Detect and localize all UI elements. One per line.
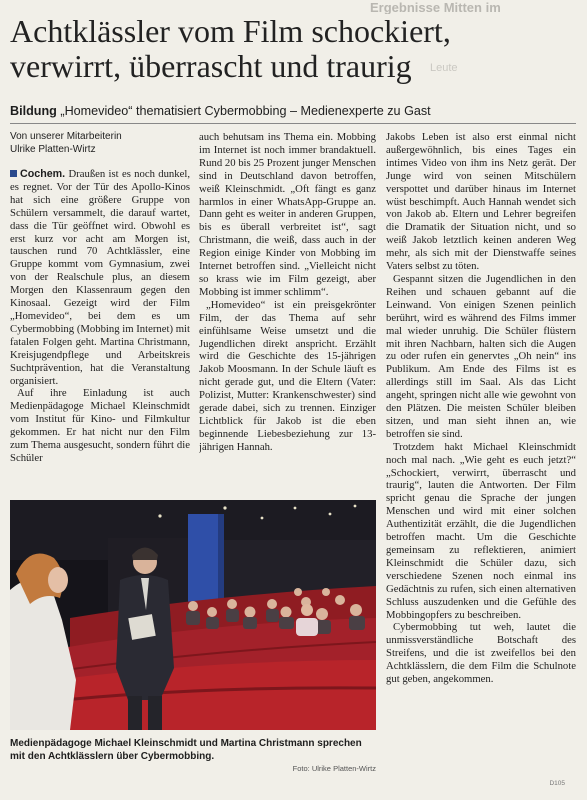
article-photo bbox=[10, 500, 376, 730]
photo-credit: Foto: Ulrike Platten-Wirtz bbox=[292, 764, 376, 773]
article-column-3 bbox=[386, 131, 576, 786]
byline-role: Von unserer Mitarbeiterin bbox=[10, 131, 122, 142]
bleed-through-top: Ergebnisse Mitten im bbox=[370, 0, 501, 14]
paragraph-text: Draußen ist es noch dunkel, es regnet. Vor der Tür des Apollo-Kinos hat sich eine größere Gruppe von Schülern versammelt, die darauf wartet, dass die Tür geöffnet wird. Obwohl es erst kurz vor acht am Morgen ist, tauschen rund 70 Achtklässler, eine Gruppe kommt vom Gymnasium, zwei von der Realschule plus, an diesem Morgen den Klassenraum gegen den Kinosaal. Gezeigt wird der Film „Homevideo“, bei dem es um Cybermobbing (Mobbing im Internet) mit fatalen Folgen geht. Martina Christmann, Kreisjugendpflege und Arbeitskreis Suchtprävention, hat die Veranstaltung organisiert. bbox=[10, 168, 190, 387]
paragraph: Gespannt sitzen die Jugendlichen in den Reihen und schauen gebannt auf die Leinwand. Von einigen Szenen peinlich berührt, wird es während des Films immer mal wieder unruhig. Die Schüler flüstern mit ihren Nachbarn, halten sich die Augen zu oder rufen ein genervtes „Oh nein“ ins Publikum. Am Ende des Films ist es allerdings still im Saal. Als das Licht angeht, springen nicht alle wie gewohnt von den Plätzen. Die meisten Schüler bleiben sitzen, und man sieht ihnen an, wie betroffen sie sind. bbox=[386, 272, 576, 440]
byline bbox=[10, 131, 190, 156]
subheadline-line bbox=[10, 103, 580, 119]
article-column-1 bbox=[10, 168, 190, 498]
cinema-photo-illustration bbox=[10, 500, 376, 730]
paragraph: Cybermobbing tut weh, lautet die unmissverständliche Botschaft des Streifens, und die ist zweifellos bei den Achtklässlern, die dem Film die Schulnote gut geben, angekommen. bbox=[386, 621, 576, 686]
paragraph: Jakobs Leben ist also erst einmal nicht außergewöhnlich, bis eines Tages ein intimes Video von ihm ins Netz gerät. Der Junge wird von seinen Mitschülern verspottet und darüber hinaus im Internet wüst beschimpft. Auch Hannah wendet sich von Jakob ab. Eltern und Lehrer begreifen die Dramatik der Situation nicht, und so weiß Jakob letztlich keinen anderen Weg mehr, als sich mit der Dienstwaffe seines Vaters selbst zu töten. bbox=[386, 131, 576, 273]
dateline: Cochem. bbox=[20, 168, 66, 180]
paragraph: „Homevideo“ ist ein preisgekrönter Film, der das Thema auf sehr einfühlsame Weise umsetzt und die Jugendlichen direkt anspricht. Erzählt wird die Geschichte des 15-jährigen Jakob Moosmann. In der Schule läuft es nicht gerade gut, und die Eltern (Vater: Polizist, Mutter: Krankenschwester) sind gerade dabei, sich zu trennen. Einziger Lichtblick für Jakob ist die eben beginnende Liebesbeziehung zur 13-jährigen Hannah. bbox=[199, 298, 376, 453]
paragraph bbox=[10, 168, 190, 387]
kicker: Bildung bbox=[10, 104, 57, 118]
paragraph: Trotzdem hakt Michael Kleinschmidt noch mal nach. „Wie geht es euch jetzt?“ „Schockiert, verwirrt, überrascht und traurig“, lauten die Antworten. Der Film spricht genau die Sprache der jungen Menschen und wird mit einer solchen Authentizität erzählt, die die Jugendlichen betroffen macht. Um die Geschichte gemeinsam zu reflektieren, animiert Kleinschmidt die Schüler dazu, sich verschiedene Szenen noch einmal ins Gedächtnis zu rufen, sich einen alternativen Schluss auszudenken und die Gefühle des Mobbingopfers zu beschreiben. bbox=[386, 440, 576, 621]
headline: Achtklässler vom Film schockiert, verwirrt, überrascht und traurig bbox=[10, 13, 451, 84]
page-code: D105 bbox=[549, 780, 565, 787]
paragraph: auch behutsam ins Thema ein. Mobbing im Internet ist noch immer brandaktuell. Rund 20 bis 25 Prozent junger Menschen sind in Deutschland davon betroffen, weiß Kleinschmidt. „Oft fängt es ganz harmlos in einer WhatsApp-Gruppe an. Dann geht es weiter in anderen Gruppen, bis es überall verbreitet ist“, sagt Christmann, die weiß, dass auch in der Region einige Kinder von Mobbing im Internet betroffen sind. „Vielleicht nicht so krass wie im Film gezeigt, aber Mobbing ist immer schlimm“. bbox=[199, 131, 376, 298]
article-column-2 bbox=[199, 131, 376, 498]
subheadline: „Homevideo“ thematisiert Cybermobbing – Medienexperte zu Gast bbox=[60, 104, 431, 118]
paragraph: Auf ihre Einladung ist auch Medienpädagoge Michael Kleinschmidt vom Institut für Kino- und Filmkultur gekommen. Er hat nicht nur den Film zum Thema ausgesucht, sondern führt die Schüler bbox=[10, 387, 190, 464]
dateline-square-icon bbox=[10, 170, 17, 177]
bleed-through-right: Leute bbox=[430, 62, 458, 74]
divider bbox=[10, 123, 576, 124]
byline-author: Ulrike Platten-Wirtz bbox=[10, 143, 96, 155]
photo-caption: Medienpädagoge Michael Kleinschmidt und Martina Christmann sprechen mit den Achtklässlern über Cybermobbing. bbox=[10, 738, 362, 762]
